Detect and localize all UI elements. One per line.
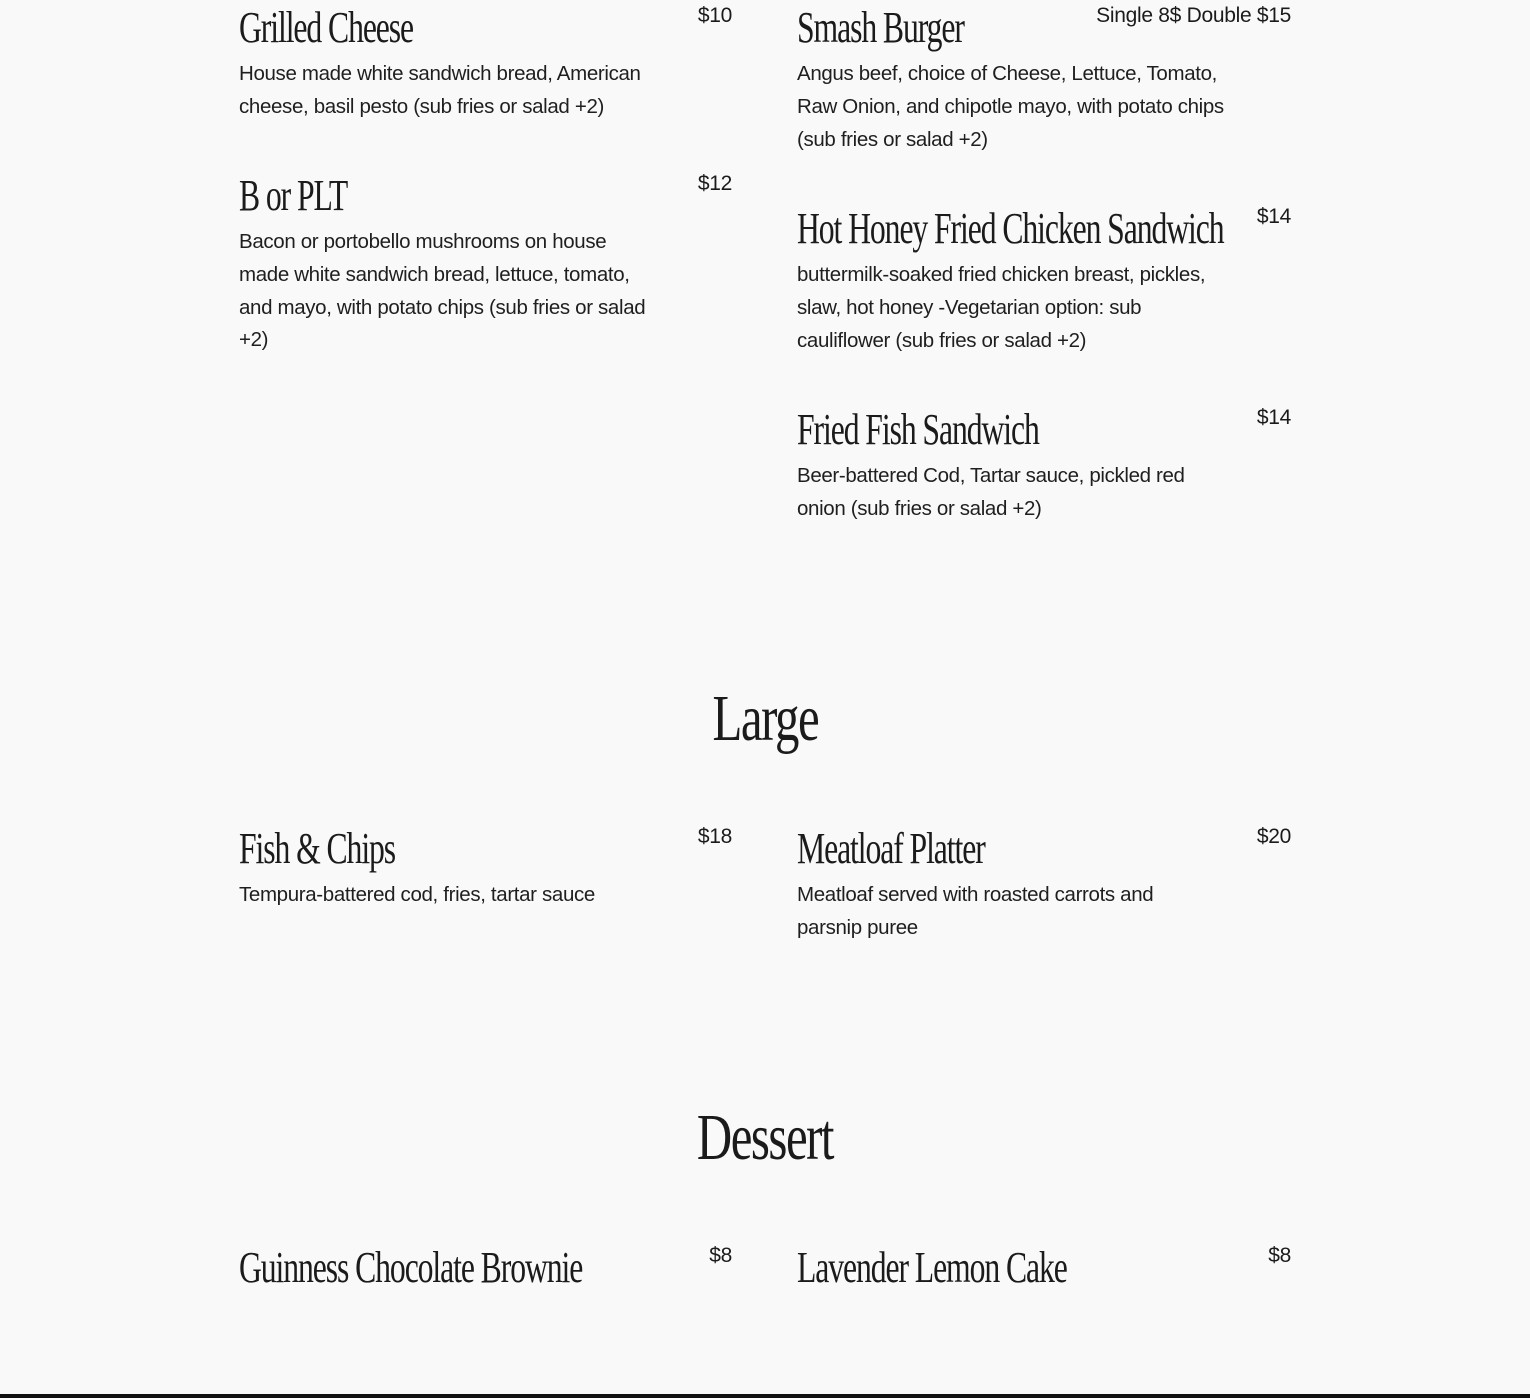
menu-item-description: buttermilk-soaked fried chicken breast, pickles, slaw, hot honey -Vegetarian option: sub cauliflower (sub fries or salad +2) (797, 263, 1206, 352)
menu-item-name: Hot Honey Fried Chicken Sandwich (797, 204, 1224, 253)
section-title-large (0, 684, 1530, 754)
section-title-text: Large (712, 682, 818, 755)
menu-item-name: Grilled Cheese (239, 3, 414, 52)
menu-item-name: B or PLT (239, 171, 348, 220)
menu-item-price: $18 (697, 825, 732, 848)
section-title-dessert (0, 1103, 1530, 1173)
menu-item-name: Meatloaf Platter (797, 824, 985, 873)
menu-item-description: Tempura-battered cod, fries, tartar sauce (239, 883, 595, 906)
menu-item-price: $14 (1256, 406, 1291, 429)
menu-item-description: Beer-battered Cod, Tartar sauce, pickled red onion (sub fries or salad +2) (797, 464, 1185, 520)
menu-item-description: House made white sandwich bread, American cheese, basil pesto (sub fries or salad +2) (239, 62, 641, 118)
menu-item-name: Fish & Chips (239, 824, 396, 873)
menu-item-description: Meatloaf served with roasted carrots and parsnip puree (797, 883, 1154, 939)
menu-item-name: Smash Burger (797, 3, 964, 52)
menu-item-price: $8 (1268, 1244, 1291, 1267)
section-title-text: Dessert (696, 1101, 834, 1174)
menu-item-price: $10 (697, 4, 732, 27)
menu-item-price: $8 (709, 1244, 732, 1267)
menu-item-name: Fried Fish Sandwich (797, 405, 1039, 454)
menu-item-price: $14 (1256, 205, 1291, 228)
menu-item-price: Single 8$ Double $15 (1096, 4, 1291, 27)
menu-item-description: Angus beef, choice of Cheese, Lettuce, Tomato, Raw Onion, and chipotle mayo, with potato chips (sub fries or salad +2) (797, 62, 1224, 151)
menu-item-description: Bacon or portobello mushrooms on house made white sandwich bread, lettuce, tomato, and mayo, with potato chips (sub fries or salad +2) (239, 230, 646, 352)
menu-item-name: Guinness Chocolate Brownie (239, 1243, 583, 1292)
page-bottom-border (0, 1394, 1530, 1398)
menu-item-price: $20 (1256, 825, 1291, 848)
menu-item-price: $12 (697, 172, 732, 195)
menu-item-name: Lavender Lemon Cake (797, 1243, 1067, 1292)
